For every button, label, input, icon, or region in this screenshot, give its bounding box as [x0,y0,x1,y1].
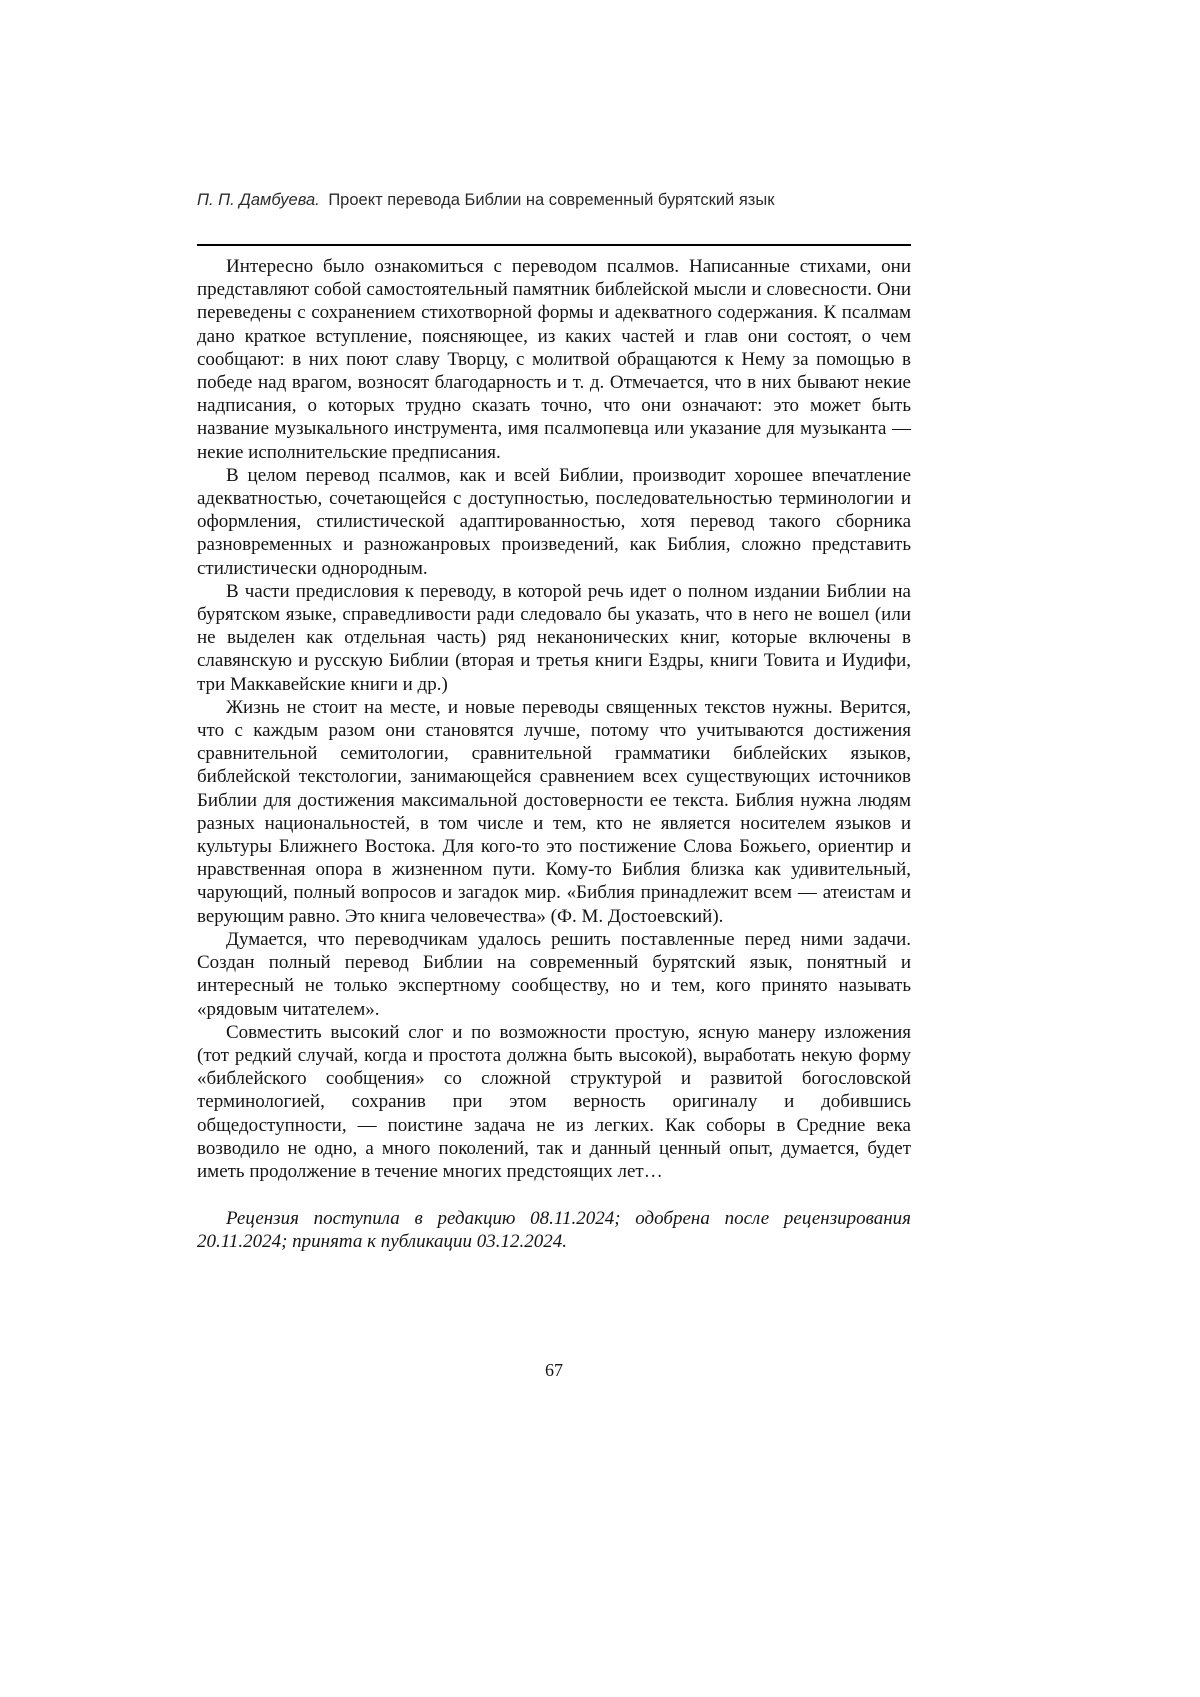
page-number: 67 [545,1360,563,1380]
body-paragraph: В части предисловия к переводу, в которой речь идет о полном издании Библии на бурятском языке, справедливости ради следовало бы указать, что в него не вошел (или не выделен как отдельная часть) ряд неканонических книг, которые включены в славянскую и русскую Библии (вторая и третья книги Ездры, книги Товита и Иудифи, три Маккавейские книги и др.) [197,580,911,695]
running-header-title: Проект перевода Библии на современный бурятский язык [328,191,775,209]
page-content [197,190,911,1254]
body-paragraph: Думается, что переводчикам удалось решить поставленные перед ними задачи. Создан полный перевод Библии на современный бурятский язык, понятный и интересный не только экспертному сообществу, но и тем, кого принято называть «рядовым читателем». [197,928,911,1020]
running-header-author: П. П. Дамбуева. [197,191,320,209]
body-paragraph: Совместить высокий слог и по возможности простую, ясную манеру изложения (тот редкий случай, когда и простота должна быть высокой), выработать некую форму «библейского сообщения» со сложной структурой и развитой богословской терминологией, сохранив при этом верность оригиналу и добившись общедоступности, — поистине задача не из легких. Как соборы в Средние века возводило не одно, а много поколений, так и данный ценный опыт, думается, будет иметь продолжение в течение многих предстоящих лет… [197,1021,911,1182]
running-header [197,190,911,210]
body-paragraph: Жизнь не стоит на месте, и новые переводы священных текстов нужны. Верится, что с каждым разом они становятся лучше, потому что учитываются достижения сравнительной семитологии, сравнительной грамматики библейских языков, библейской текстологии, занимающейся сравнением всех существующих источников Библии для достижения максимальной достоверности ее текста. Библия нужна людям разных национальностей, в том числе и тем, кто не является носителем языков и культуры Ближнего Востока. Для кого-то это постижение Слова Божьего, ориентир и нравственная опора в жизненном пути. Кому-то Библия близка как удивительный, чарующий, полный вопросов и загадок мир. «Библия принадлежит всем — атеистам и верующим равно. Это книга человечества» (Ф. М. Достоевский). [197,696,911,927]
body-paragraph: В целом перевод псалмов, как и всей Библии, производит хорошее впечатление адекватностью, сочетающейся с доступностью, последовательностью терминологии и оформления, стилистической адаптированностью, хотя перевод такого сборника разновременных и разножанровых произведений, как Библия, сложно представить стилистически однородным. [197,464,911,579]
body-paragraph: Интересно было ознакомиться с переводом псалмов. Написанные стихами, они представляют собой самостоятельный памятник библейской мысли и словесности. Они переведены с сохранением стихотворной формы и адекватного содержания. К псалмам дано краткое вступление, поясняющее, из каких частей и глав они состоят, о чем сообщают: в них поют славу Творцу, с молитвой обращаются к Нему за помощью в победе над врагом, возносят благодарность и т. д. Отмечается, что в них бывают некие надписания, о которых трудно сказать точно, что они означают: это может быть название музыкального инструмента, имя псалмопевца или указание для музыканта — некие исполнительские предписания. [197,256,911,463]
article-body [197,255,911,1183]
header-rule [197,244,911,246]
reception-note: Рецензия поступила в редакцию 08.11.2024; одобрена после рецензирования 20.11.2024; принята к публикации 03.12.2024. [197,1208,911,1253]
